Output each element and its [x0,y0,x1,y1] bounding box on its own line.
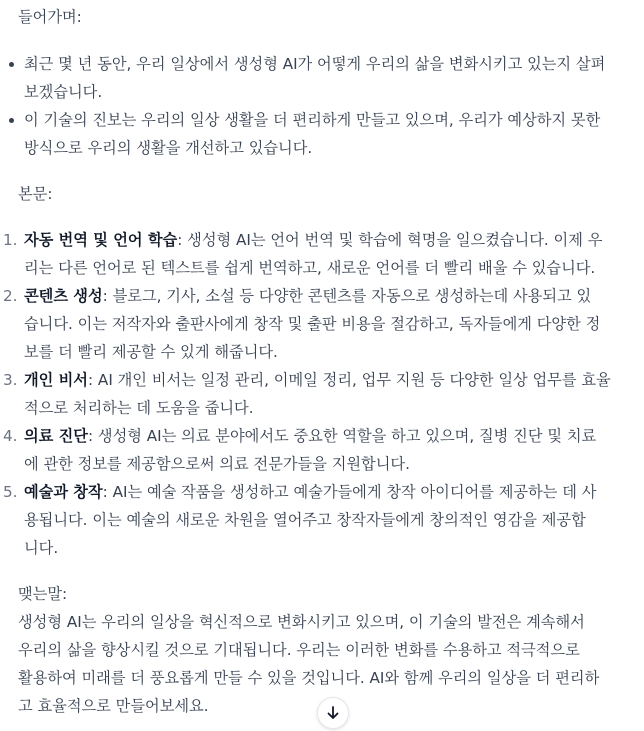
body-label: 본문: [18,185,53,203]
body-item-2 [0,282,644,366]
closing-label: 맺는말: [18,585,68,603]
list-number: 3. [3,371,18,389]
list-number: 4. [3,427,18,445]
item-line: 에 관한 정보를 제공함으로써 의료 전문가들을 지원합니다. [24,455,410,473]
item-line: 적으로 처리하는 데 도움을 줍니다. [24,399,254,417]
message-content [0,3,644,720]
list-number: 5. [3,483,18,501]
item-line: 리는 다른 언어로 된 텍스트를 쉽게 번역하고, 새로운 언어를 더 빨리 배울 수 있습니다. [24,259,596,277]
body-item-5 [0,478,644,562]
item-line: 보를 더 빨리 제공할 수 있게 해줍니다. [24,343,278,361]
body-numbered-list [0,226,644,562]
item-text: : 생성형 AI는 언어 번역 및 학습에 혁명을 일으켰습니다. 이제 우 [177,231,603,249]
item-text: : AI는 예술 작품을 생성하고 예술가들에게 창작 아이디어를 제공하는 데 사 [102,483,597,501]
closing-line: 생성형 AI는 우리의 일상을 혁신적으로 변화시키고 있으며, 이 기술의 발전은 계속해서 [18,613,585,631]
item-term: 예술과 창작 [24,483,103,501]
intro-bullet-list [0,50,644,162]
closing-line: 활용하여 미래를 더 풍요롭게 만들 수 있을 것입니다. AI와 함께 우리의 일상을 더 편리하 [18,669,600,687]
item-text: : 블로그, 기사, 소설 등 다양한 콘텐츠를 자동으로 생성하는데 사용되고 있 [102,287,592,305]
bullet-line: 보겠습니다. [24,83,103,101]
item-term: 의료 진단 [24,427,88,445]
intro-label: 들어가며: [18,8,82,26]
bullet-line: 방식으로 우리의 생활을 개선하고 있습니다. [24,139,313,157]
item-text: : AI 개인 비서는 일정 관리, 이메일 정리, 업무 지원 등 다양한 일상 업무를 효율 [87,371,611,389]
intro-bullet-2 [0,106,644,162]
bullet-dot-icon [9,118,14,123]
item-text: : 생성형 AI는 의료 분야에서도 중요한 역할을 하고 있으며, 질병 진단 및 치료 [87,427,597,445]
bullet-line: 이 기술의 진보는 우리의 일상 생활을 더 편리하게 만들고 있으며, 우리가 예상하지 못한 [24,111,601,129]
item-line: 습니다. 이는 저작자와 출판사에게 창작 및 출판 비용을 절감하고, 독자들에게 다양한 정 [24,315,601,333]
closing-line: 고 효율적으로 만들어보세요. [18,697,209,715]
item-term: 자동 번역 및 언어 학습 [24,231,178,249]
scroll-to-bottom-button[interactable] [317,697,349,729]
item-term: 개인 비서 [24,371,88,389]
bullet-dot-icon [9,62,14,67]
body-item-4 [0,422,644,478]
list-number: 1. [3,231,18,249]
arrow-down-icon [325,705,341,721]
item-line: 용됩니다. 이는 예술의 새로운 차원을 열어주고 창작자들에게 창의적인 영감을 제공합 [24,511,586,529]
intro-bullet-1 [0,50,644,106]
body-item-3 [0,366,644,422]
body-item-1 [0,226,644,282]
item-line: 니다. [24,539,59,557]
list-number: 2. [3,287,18,305]
bullet-line: 최근 몇 년 동안, 우리 일상에서 생성형 AI가 어떻게 우리의 삶을 변화시키고 있는지 살펴 [24,55,606,73]
item-term: 콘텐츠 생성 [24,287,103,305]
closing-line: 우리의 삶을 향상시킬 것으로 기대됩니다. 우리는 이러한 변화를 수용하고 적극적으로 [18,641,580,659]
